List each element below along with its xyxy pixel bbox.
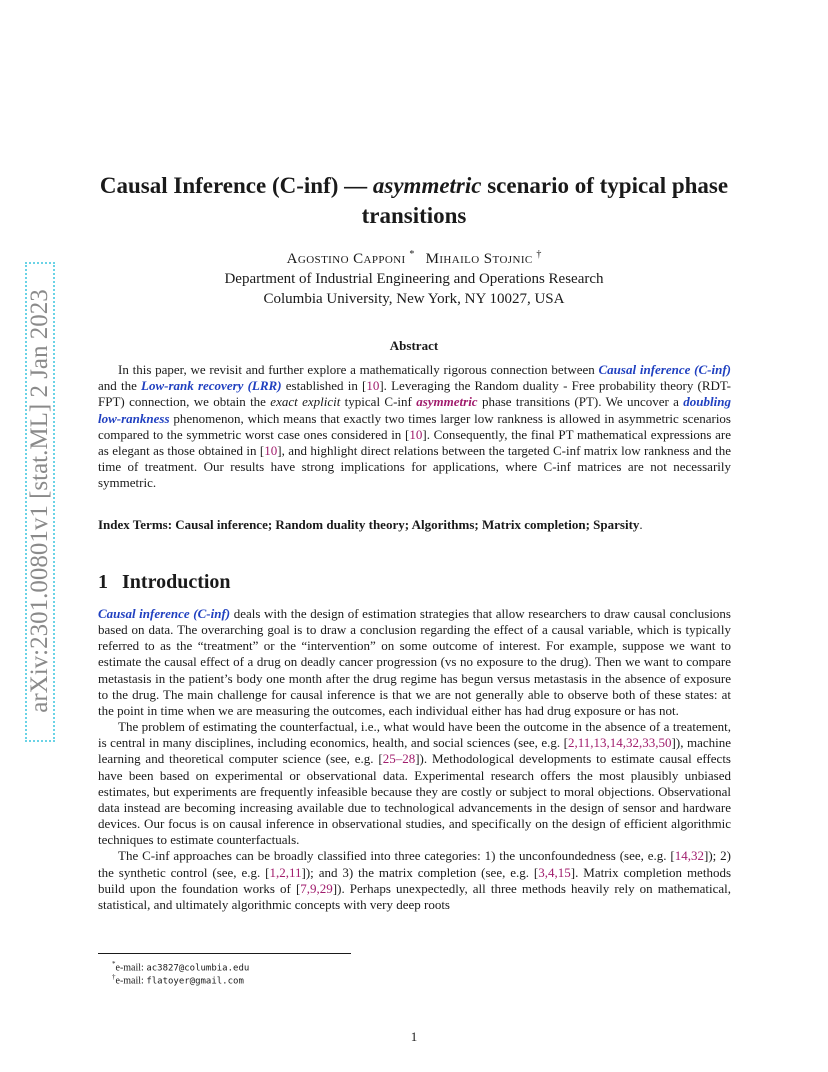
citation-link[interactable]: 7,9,29 [300,880,333,896]
index-terms-label: Index Terms: [98,517,176,532]
link-doubling-low-rankness[interactable]: doubling low-rankness [98,394,731,426]
arxiv-stamp [22,262,62,742]
citation-link[interactable]: 3,4,15 [538,864,571,880]
arxiv-stamp-text[interactable]: arXiv:2301.00801v1 [stat.ML] 2 Jan 2023 [26,289,53,713]
citation-link[interactable]: 1,2,11 [269,864,302,880]
link-causal-inference[interactable]: Causal inference (C-inf) [598,362,731,377]
citation-link[interactable]: 10 [264,443,278,459]
section-number: 1 [98,571,108,593]
intro-text: deals with the design of estimation strategies that allow researchers to draw causal conclusions based on data. The overarching goal is to draw a conclusion regarding the effect of a causal variable, which is typically referred to as the “treatment” or the “intervention” on some outcome of interest. For example, suppose we want to estimate the causal effect of a drug on deadly cancer progression (vs no exposure to the drug). Then we want to compare metastasis in the patient’s body one month after the drug regime has begun versus metastasis in the absence of exposure to the drug. The main challenge for causal inference is that we are not generally able to observe both of these states: at the point in time when we are measuring the outcomes, each individual either has had drug exposure or has not. [98,606,731,718]
introduction-body [98,606,731,913]
intro-text: ]); 2) the synthetic control (see, e.g. [ [98,848,731,880]
footnote-2-label: e-mail: [115,975,147,987]
abstract-text: typical C-inf [340,394,417,410]
index-terms-list: Causal inference; Random duality theory; Algorithms; Matrix completion; Sparsity [175,517,640,532]
author-block [98,245,730,309]
citation-link[interactable]: 10 [366,378,380,394]
section-heading [98,571,231,594]
index-terms [98,516,731,533]
intro-text: ]). Perhaps unexpectedly, all three methods heavily rely on mathematical, statistical, and ultimately algorithmic concepts with very deep roots [98,880,731,912]
intro-text: ]). Methodological developments to estimate causal effects have been based on experimental or observational data. Experimental research offers the most plausibly unbiased estimates, but experiments are frequently infeasible because they are costly or subject to moral objections. Observational data instead are becoming increasing available due to technological advancements in the design of sensor and hardware devices. Our focus is on causal inference in observational studies, and specifically on the design of efficient algorithmic techniques to estimate counterfactuals. [98,751,731,848]
link-causal-inference-intro[interactable]: Causal inference (C-inf) [98,606,231,621]
footnote-2 [112,971,244,987]
affiliation-department: Department of Industrial Engineering and Operations Research [224,271,604,287]
citation-link[interactable]: 2,11,13,14,32,33,50 [568,735,672,751]
intro-text: ]), machine learning and theoretical computer science (see, e.g. [ [98,735,731,767]
abstract-heading: Abstract [389,338,439,353]
abstract-text: ]. Leveraging the Random duality - Free probability theory (RDT-FPT) connection, we obtain the [98,378,732,410]
link-low-rank-recovery[interactable]: Low-rank recovery (LRR) [141,378,282,394]
abstract-text: phenomenon, which means that exactly two times larger low rankness is allowed in asymmetric scenarios compared to the symmetric worst case ones considered in [ [98,410,731,442]
title-emphasis: asymmetric [372,173,482,198]
intro-paragraph-1 [98,606,731,719]
abstract-text: ], and highlight direct relations between the targeted C-inf matrix low rankness and the time of treatment. Our results have strong implications for applications, where C-inf matrices are not necessarily symmetric. [98,443,731,491]
abstract-text: ]. Consequently, the final PT mathematical expressions are as elegant as those obtained in [ [98,426,731,459]
intro-text: ]. Matrix completion methods build upon the foundation works of [ [98,864,731,896]
footnote-1-label: e-mail: [115,962,147,974]
author-2-footnote-mark: † [536,249,542,260]
title-part2: scenario of typical phase transitions [361,173,729,228]
affiliation-address: Columbia University, New York, NY 10027, USA [263,291,565,307]
page-number: 1 [410,1029,418,1044]
title-part1: Causal Inference (C-inf) — [99,173,373,198]
abstract-italic: exact explicit [270,394,341,410]
citation-link[interactable]: 25–28 [382,751,416,767]
abstract-text: In this paper, we revisit and further explore a mathematically rigorous connection between [118,362,599,377]
footnote-2-mark: † [112,973,116,981]
intro-paragraph-2 [98,719,731,848]
intro-text: The problem of estimating the counterfactual, i.e., what would have been the outcome in the absence of a treatement, is central in many disciplines, including economics, health, and social sciences (see, e.g. [ [98,719,731,751]
intro-paragraph-3 [98,848,731,913]
citation-link[interactable]: 10 [409,426,423,442]
author-2: Mihailo Stojnic [425,251,533,267]
paper-title [98,171,730,231]
author-names [98,245,730,269]
intro-text: ]); and 3) the matrix completion (see, e.g. [ [301,864,539,880]
abstract-paragraph [98,362,731,492]
abstract-text: established in [ [281,378,367,394]
abstract-text: and the [98,378,142,394]
author-1: Agostino Capponi [286,251,406,267]
footnote-1-email[interactable]: ac3827@columbia.edu [146,963,250,974]
citation-link[interactable]: 14,32 [674,848,704,864]
footnote-2-email[interactable]: flatoyer@gmail.com [146,976,244,987]
footnote-rule [98,953,351,954]
section-title: Introduction [122,571,231,593]
footnote-1-mark: * [112,960,116,968]
abstract-body [98,362,731,492]
abstract-text: phase transitions (PT). We uncover a [477,394,684,410]
link-asymmetric[interactable]: asymmetric [416,394,478,410]
intro-text: The C-inf approaches can be broadly classified into three categories: 1) the unconfoundedness (see, e.g. [ [118,848,675,864]
author-1-footnote-mark: * [409,249,415,260]
index-terms-end: . [639,517,643,532]
